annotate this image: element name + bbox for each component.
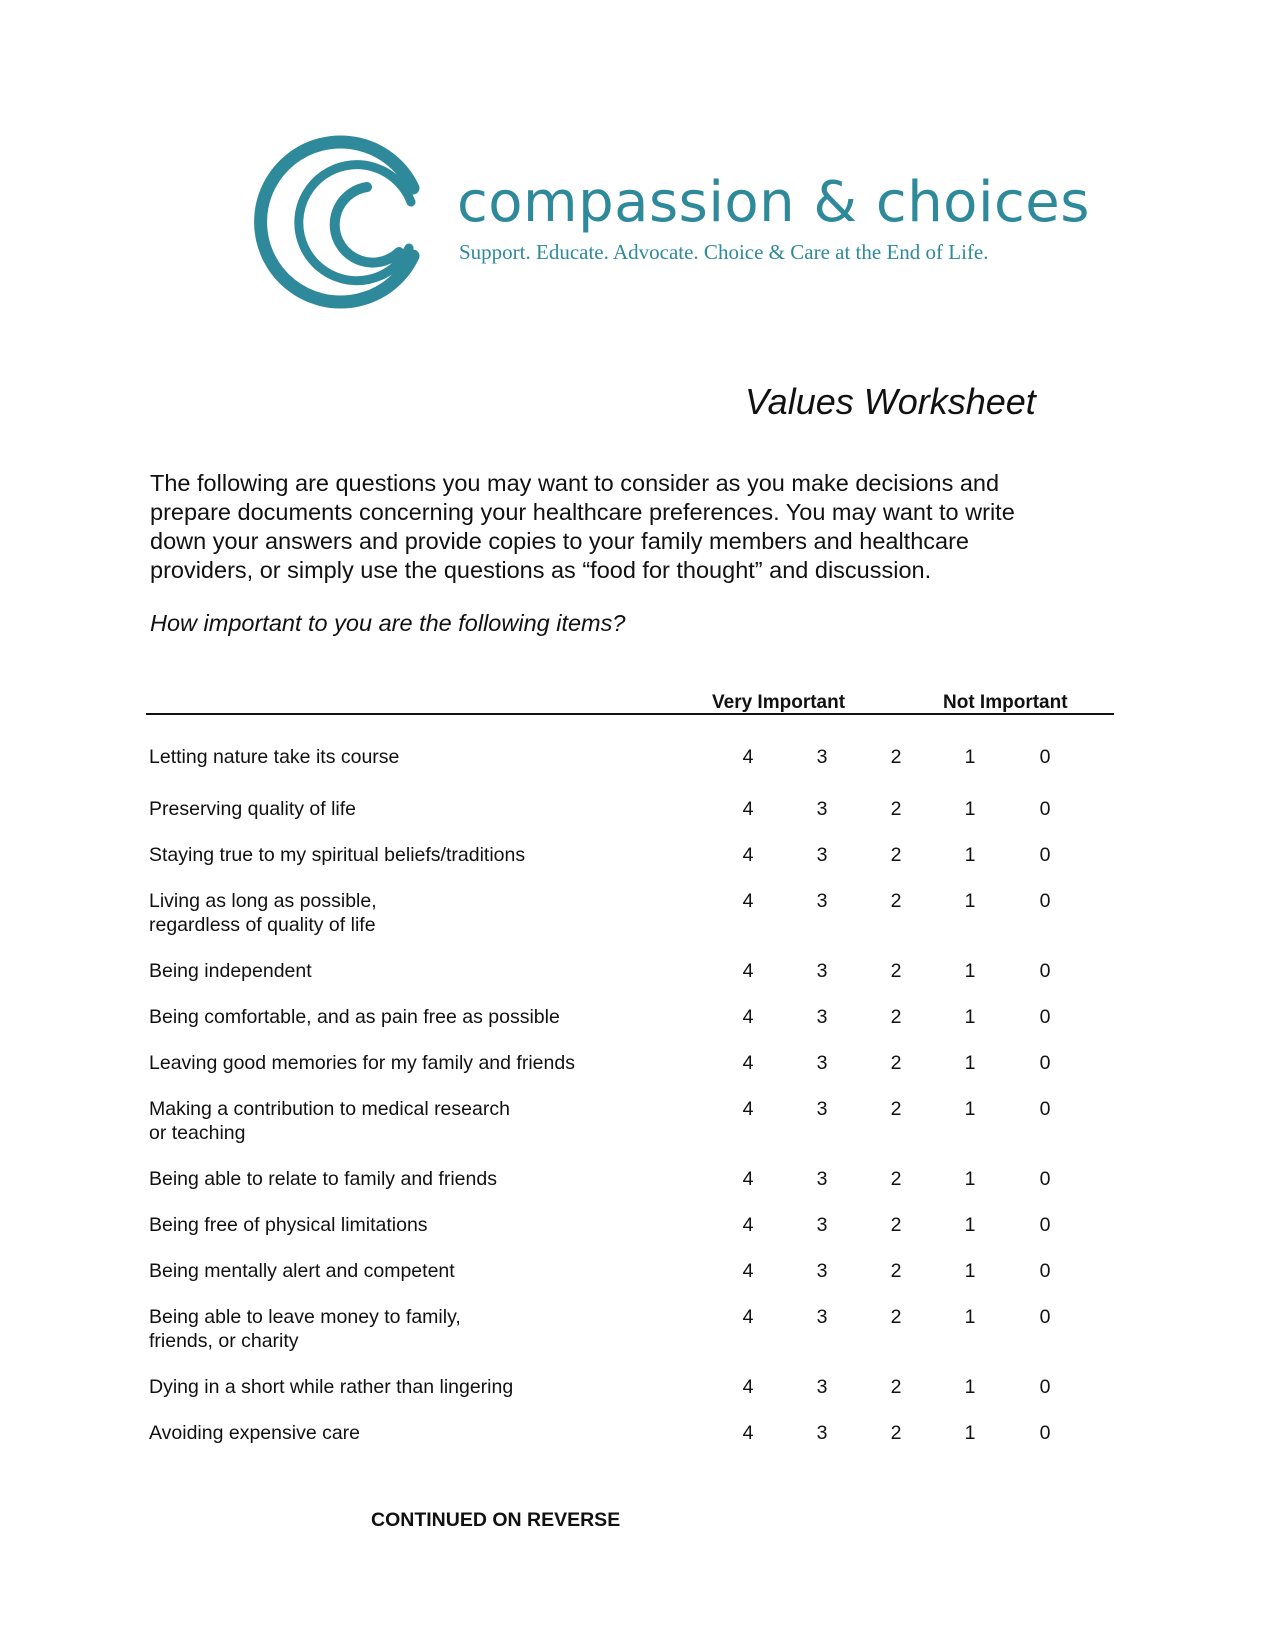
item-label — [149, 1421, 360, 1445]
rating-option[interactable]: 3 — [816, 960, 828, 982]
rating-option[interactable]: 1 — [964, 960, 976, 982]
item-label — [149, 797, 356, 821]
rating-option[interactable]: 0 — [1039, 1260, 1051, 1282]
rating-option[interactable]: 3 — [816, 1376, 828, 1398]
item-label-line: Letting nature take its course — [149, 746, 400, 768]
item-label-line: Being able to leave money to family, — [149, 1306, 461, 1328]
rating-option[interactable]: 0 — [1039, 1168, 1051, 1190]
rating-option[interactable]: 1 — [964, 1098, 976, 1120]
rating-option[interactable]: 2 — [890, 1052, 902, 1074]
rating-option[interactable]: 4 — [742, 1422, 754, 1444]
rating-option[interactable]: 0 — [1039, 960, 1051, 982]
item-label-line: regardless of quality of life — [149, 914, 376, 936]
item-label-line: Dying in a short while rather than lingering — [149, 1376, 514, 1398]
rating-option[interactable]: 3 — [816, 844, 828, 866]
rating-option[interactable]: 0 — [1039, 1006, 1051, 1028]
rating-option[interactable]: 1 — [964, 798, 976, 820]
rating-option[interactable]: 3 — [816, 746, 828, 768]
brand-logo — [249, 132, 1090, 312]
rating-option[interactable]: 2 — [890, 890, 902, 912]
item-label-line: Leaving good memories for my family and friends — [149, 1052, 575, 1074]
rating-option[interactable]: 1 — [964, 1306, 976, 1328]
concentric-c-logo-icon — [249, 132, 435, 312]
rating-option[interactable]: 1 — [964, 1260, 976, 1282]
rating-option[interactable]: 4 — [742, 746, 754, 768]
rating-option[interactable]: 4 — [742, 844, 754, 866]
rating-option[interactable]: 3 — [816, 1006, 828, 1028]
rating-option[interactable]: 1 — [964, 890, 976, 912]
header-divider — [146, 713, 1114, 715]
item-label — [149, 1097, 510, 1145]
rating-option[interactable]: 3 — [816, 1098, 828, 1120]
rating-option[interactable]: 1 — [964, 844, 976, 866]
item-label-line: Living as long as possible, — [149, 890, 377, 912]
rating-option[interactable]: 4 — [742, 1168, 754, 1190]
item-label — [149, 1051, 575, 1075]
brand-tagline: Support. Educate. Advocate. Choice & Care at the End of Life. — [459, 240, 989, 264]
question-prompt: How important to you are the following items? — [150, 610, 626, 636]
rating-option[interactable]: 3 — [816, 1168, 828, 1190]
rating-option[interactable]: 0 — [1039, 798, 1051, 820]
rating-option[interactable]: 1 — [964, 1052, 976, 1074]
rating-option[interactable]: 3 — [816, 1052, 828, 1074]
item-label-line: Being mentally alert and competent — [149, 1260, 455, 1282]
rating-option[interactable]: 2 — [890, 746, 902, 768]
rating-option[interactable]: 1 — [964, 1376, 976, 1398]
item-label — [149, 889, 377, 937]
rating-option[interactable]: 2 — [890, 1006, 902, 1028]
rating-option[interactable]: 3 — [816, 1306, 828, 1328]
rating-option[interactable]: 3 — [816, 798, 828, 820]
intro-line: providers, or simply use the questions as “food for thought” and discussion. — [150, 557, 932, 583]
footer-note: CONTINUED ON REVERSE — [371, 1509, 621, 1531]
rating-option[interactable]: 1 — [964, 746, 976, 768]
item-label — [149, 745, 399, 769]
rating-option[interactable]: 4 — [742, 1214, 754, 1236]
rating-option[interactable]: 0 — [1039, 1098, 1051, 1120]
rating-option[interactable]: 0 — [1039, 890, 1051, 912]
rating-option[interactable]: 2 — [890, 1168, 902, 1190]
item-label — [149, 1305, 461, 1353]
rating-option[interactable]: 2 — [890, 1306, 902, 1328]
rating-option[interactable]: 2 — [890, 1422, 902, 1444]
rating-option[interactable]: 0 — [1039, 1306, 1051, 1328]
rating-option[interactable]: 2 — [890, 844, 902, 866]
scale-low-label: Not Important — [943, 692, 1068, 713]
item-label — [149, 1375, 513, 1399]
rating-option[interactable]: 3 — [816, 890, 828, 912]
rating-option[interactable]: 3 — [816, 1214, 828, 1236]
item-label-line: Making a contribution to medical research — [149, 1098, 510, 1120]
item-label — [149, 1259, 455, 1283]
item-label — [149, 959, 312, 983]
item-label-line: Being independent — [149, 960, 312, 982]
rating-option[interactable]: 0 — [1039, 1422, 1051, 1444]
rating-option[interactable]: 1 — [964, 1006, 976, 1028]
rating-option[interactable]: 2 — [890, 960, 902, 982]
rating-option[interactable]: 0 — [1039, 1214, 1051, 1236]
item-label-line: Being free of physical limitations — [149, 1214, 428, 1236]
rating-option[interactable]: 4 — [742, 960, 754, 982]
rating-option[interactable]: 2 — [890, 1260, 902, 1282]
item-label — [149, 1167, 497, 1191]
rating-option[interactable]: 3 — [816, 1422, 828, 1444]
rating-option[interactable]: 4 — [742, 1376, 754, 1398]
rating-option[interactable]: 4 — [742, 1306, 754, 1328]
rating-option[interactable]: 1 — [964, 1422, 976, 1444]
rating-option[interactable]: 0 — [1039, 1376, 1051, 1398]
rating-option[interactable]: 4 — [742, 1098, 754, 1120]
brand-name: compassion & choices — [457, 170, 1090, 235]
item-label-line: Being comfortable, and as pain free as possible — [149, 1006, 560, 1028]
intro-line: prepare documents concerning your healthcare preferences. You may want to write — [150, 499, 1015, 525]
rating-option[interactable]: 1 — [964, 1214, 976, 1236]
rating-option[interactable]: 4 — [742, 1006, 754, 1028]
intro-line: down your answers and provide copies to your family members and healthcare — [150, 528, 970, 554]
item-label — [149, 843, 525, 867]
rating-option[interactable]: 0 — [1039, 844, 1051, 866]
item-label-line: Being able to relate to family and friends — [149, 1168, 497, 1190]
rating-option[interactable]: 2 — [890, 1098, 902, 1120]
scale-high-label: Very Important — [712, 692, 846, 713]
rating-option[interactable]: 4 — [742, 1260, 754, 1282]
rating-option[interactable]: 0 — [1039, 746, 1051, 768]
rating-option[interactable]: 2 — [890, 798, 902, 820]
item-label-line: Preserving quality of life — [149, 798, 357, 820]
intro-line: The following are questions you may want to consider as you make decisions and — [150, 470, 1000, 496]
rating-option[interactable]: 2 — [890, 1214, 902, 1236]
item-label-line: friends, or charity — [149, 1330, 299, 1352]
item-label-line: or teaching — [149, 1122, 246, 1144]
item-label — [149, 1005, 560, 1029]
page-title: Values Worksheet — [745, 381, 1036, 422]
rating-option[interactable]: 2 — [890, 1376, 902, 1398]
rating-option[interactable]: 1 — [964, 1168, 976, 1190]
rating-option[interactable]: 4 — [742, 890, 754, 912]
rating-option[interactable]: 3 — [816, 1260, 828, 1282]
item-label-line: Avoiding expensive care — [149, 1422, 361, 1444]
intro-paragraph — [150, 469, 1110, 585]
rating-option[interactable]: 4 — [742, 1052, 754, 1074]
item-label-line: Staying true to my spiritual beliefs/traditions — [149, 844, 526, 866]
item-label — [149, 1213, 428, 1237]
rating-option[interactable]: 0 — [1039, 1052, 1051, 1074]
rating-option[interactable]: 4 — [742, 798, 754, 820]
